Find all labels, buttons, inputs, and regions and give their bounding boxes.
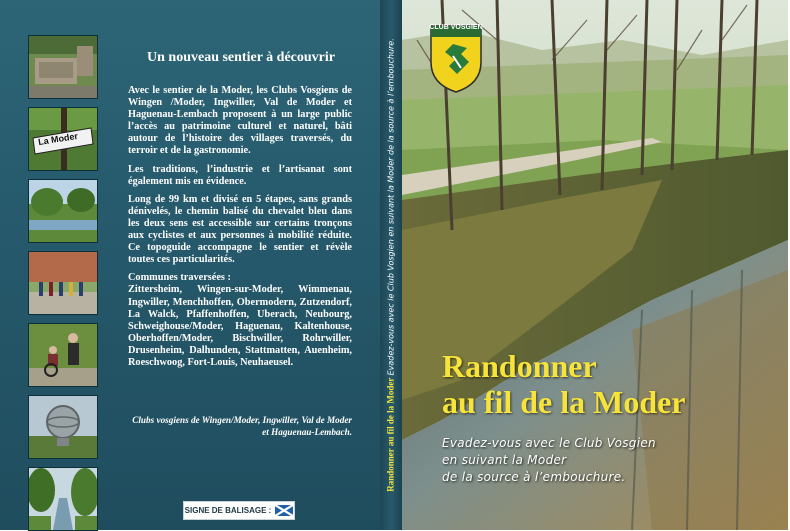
credits: Clubs vosgiens de Wingen/Moder, Ingwiller, Val de Moder et Haguenau-Lembach. bbox=[132, 415, 352, 437]
photo-wheelchair-hikers bbox=[28, 323, 98, 387]
photo-river-meadow bbox=[28, 179, 98, 243]
title-line-1: Randonner bbox=[442, 348, 597, 384]
club-vosgien-logo-icon bbox=[427, 22, 485, 94]
photo-la-moder-sign bbox=[28, 107, 98, 171]
spine-title: Randonner au fil de la Moder bbox=[385, 377, 396, 492]
photo-globe-monument bbox=[28, 395, 98, 459]
cover-title bbox=[442, 348, 686, 420]
badge-label: SIGNE DE BALISAGE : bbox=[184, 506, 272, 515]
photo-cyclists bbox=[28, 251, 98, 315]
title-line-2: au fil de la Moder bbox=[442, 384, 686, 420]
cover-subtitle bbox=[442, 435, 656, 486]
photo-river-trees bbox=[28, 467, 98, 531]
back-heading: Un nouveau sentier à découvrir bbox=[147, 50, 335, 65]
traditions-paragraph: Les traditions, l’industrie et l’artisanat sont également mis en évidence. bbox=[128, 163, 352, 187]
sign-text: La Moder bbox=[37, 130, 79, 148]
trail-sign-badge bbox=[183, 501, 295, 520]
spine-text bbox=[386, 38, 397, 492]
subtitle-line-3: de la source à l’embouchure. bbox=[442, 470, 626, 484]
subtitle-line-2: en suivant la Moder bbox=[442, 453, 567, 467]
back-description bbox=[128, 85, 352, 375]
subtitle-line-1: Evadez-vous avec le Club Vosgien bbox=[442, 436, 656, 450]
towns-label: Communes traversées : bbox=[128, 272, 231, 284]
blue-saltire-icon bbox=[275, 505, 293, 516]
towns-list: Zittersheim, Wingen-sur-Moder, Wimmenau, Ingwiller, Menchhoffen, Obermodern, Zutzendorf, La Walck, Pfaffenhoffen, Uberach, Neubourg, Schweighouse/Moder, Haguenau, Kaltenhouse, Oberhoffen/Moder, Bischwiller, Rohrwiller, Drusenheim, Dalhunden, Stattmatten, Auenheim, Roeschwoog, Fort-Louis, Neuhaeusel. bbox=[128, 284, 352, 368]
logo-label: CLUB VOSGIEN bbox=[429, 24, 483, 31]
back-cover bbox=[0, 0, 380, 530]
route-paragraph: Long de 99 km et divisé en 5 étapes, sans grands dénivelés, le chemin balisé du chevalet bleu dans les deux sens est accessible sur certains tronçons aux cyclistes et aux personnes à mobilité réduite. Ce topoguide accompagne le sentier et révèle toutes ces particularités. bbox=[128, 193, 352, 266]
intro-paragraph: Avec le sentier de la Moder, les Clubs Vosgiens de Wingen /Moder, Ingwiller, Val de Moder et Haguenau-Lembach proposent à un large public l’accès au patrimoine culturel et naturel, bâti autour de l’histoire des villages traversés, du terroir et de la gastronomie. bbox=[128, 85, 352, 157]
spine-subtitle: Evadez-vous avec le Club Vosgien en suivant la Moder de la source à l’embouchure. bbox=[386, 38, 396, 376]
photo-fountain bbox=[28, 35, 98, 99]
